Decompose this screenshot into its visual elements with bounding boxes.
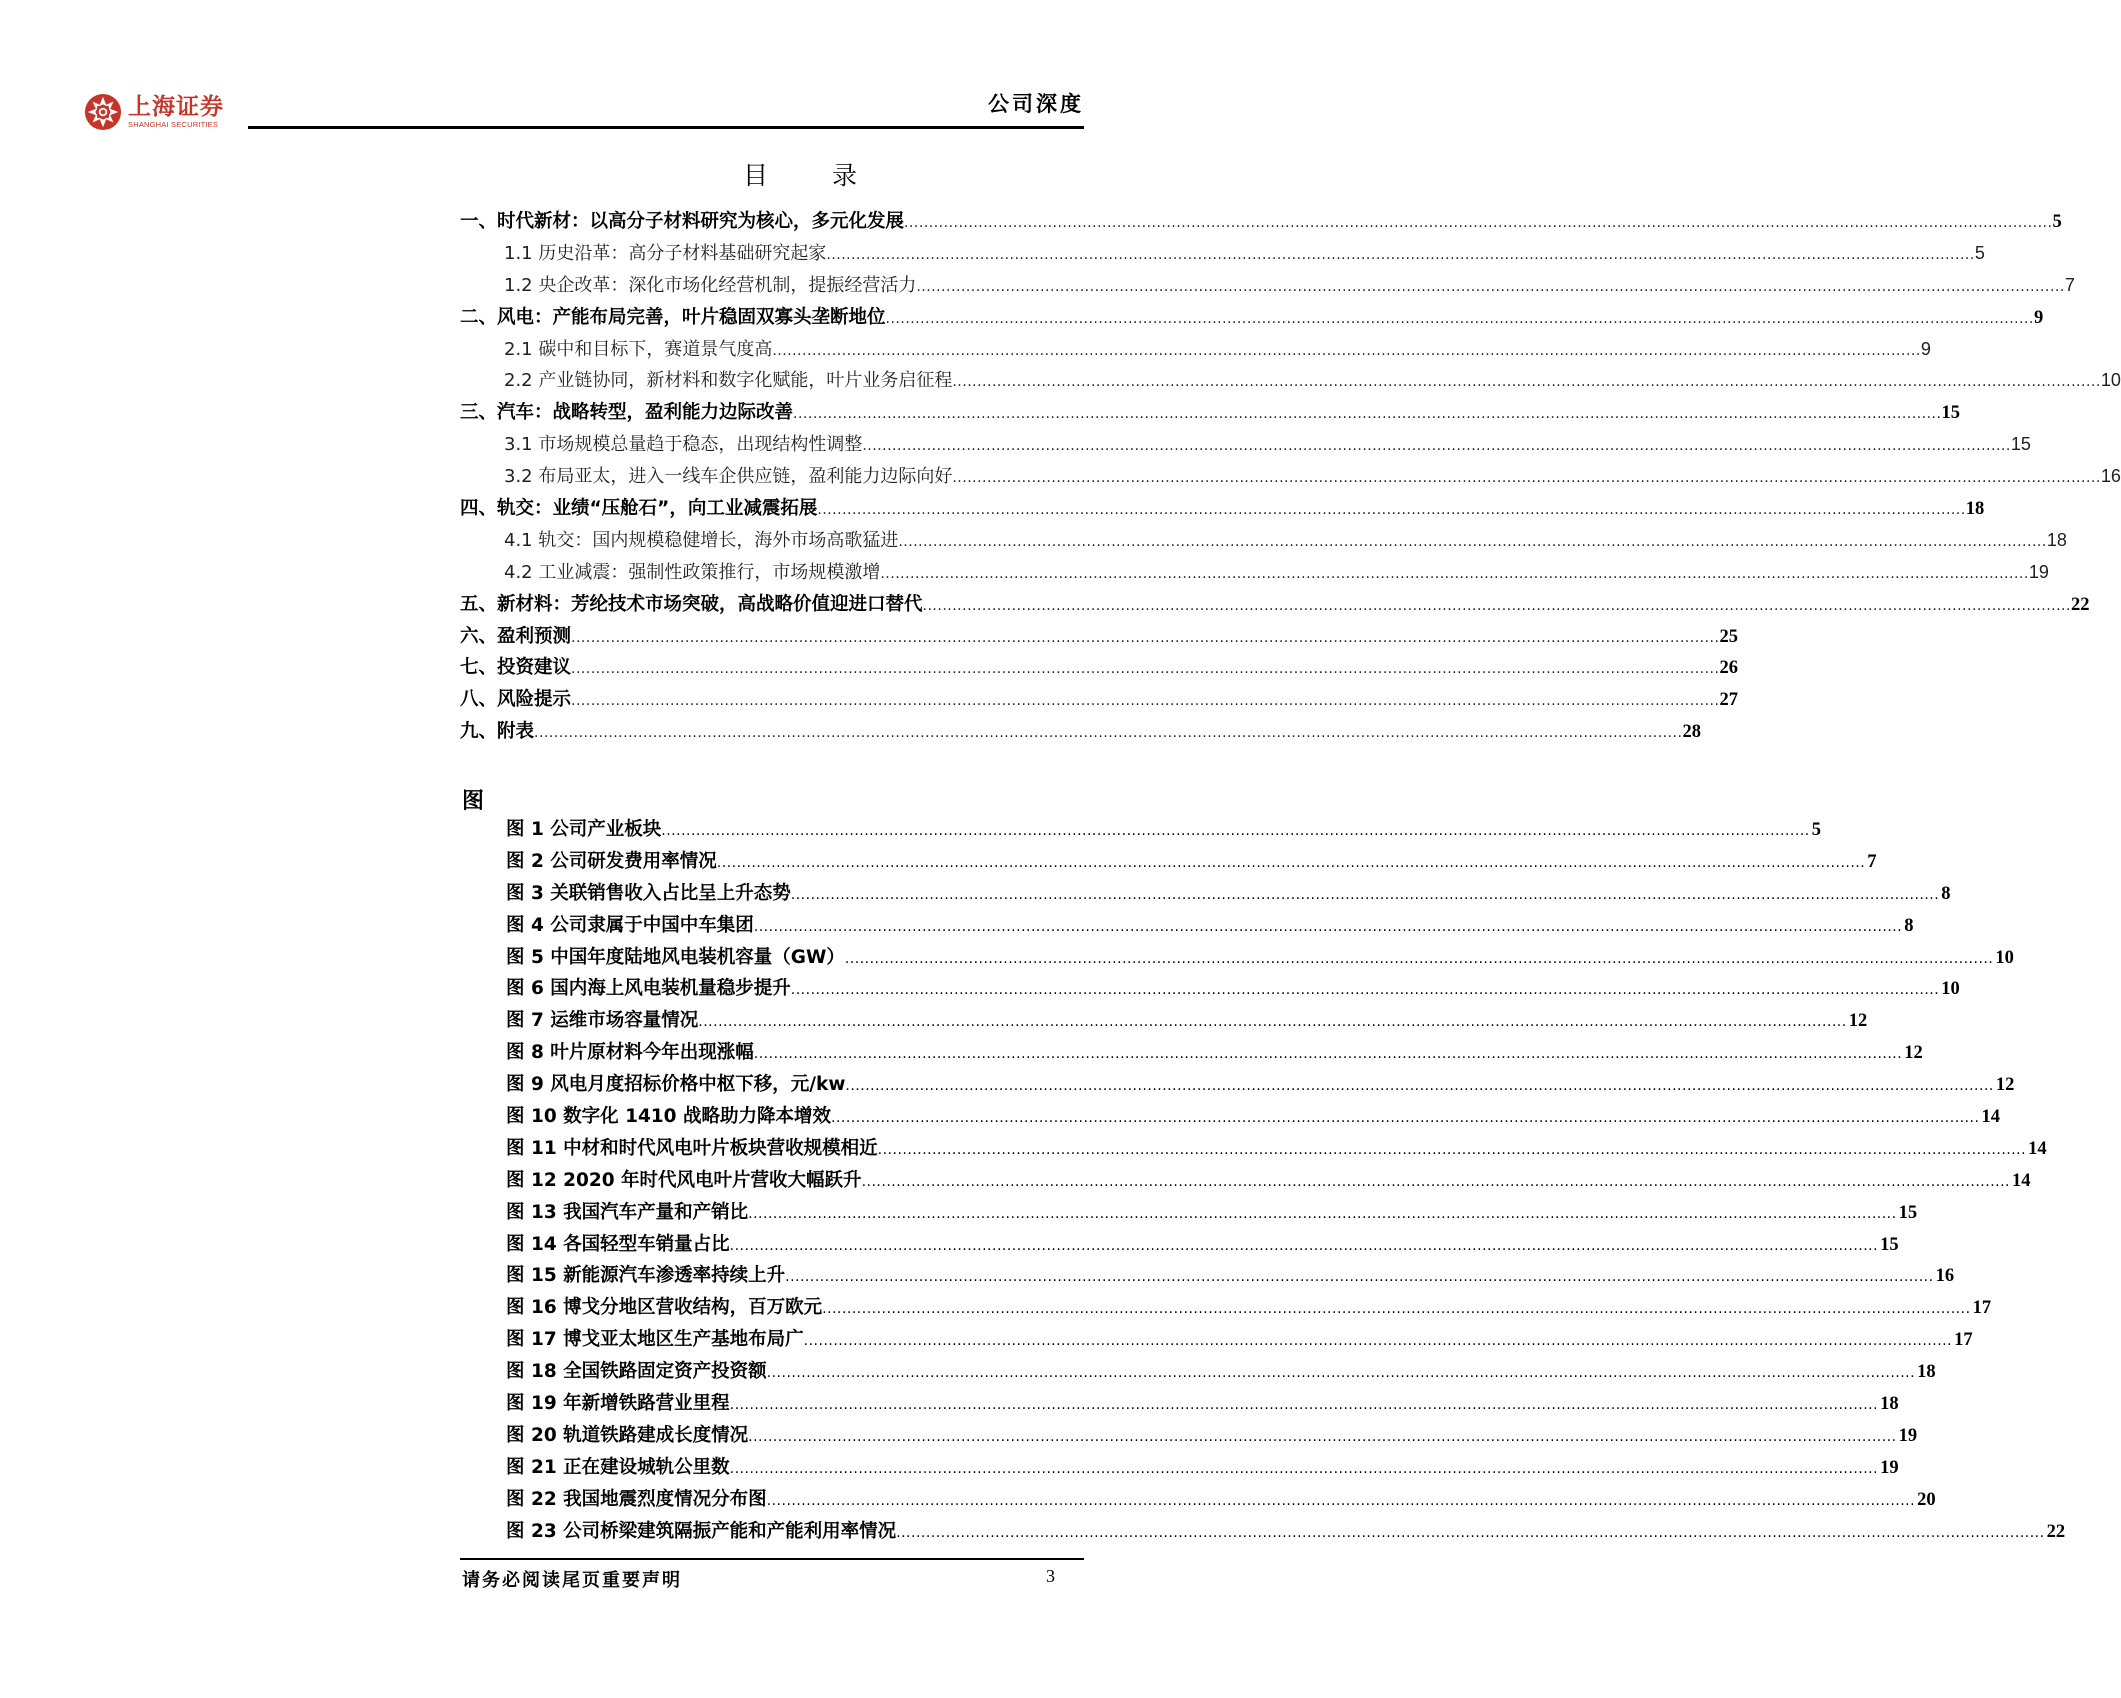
entry-title: 图 10 数字化 1410 战略助力降本增效 [506, 1106, 831, 1128]
figure-entry[interactable] [506, 1230, 1899, 1262]
figure-entry[interactable] [506, 911, 1914, 943]
entry-page-number: 19 [1880, 1457, 1899, 1478]
entry-page-number: 5 [1811, 820, 1821, 840]
entry-title: 图 20 轨道铁路建成长度情况 [506, 1424, 749, 1446]
toc-entry[interactable] [460, 558, 2049, 590]
dot-leader [793, 406, 1941, 422]
figure-entry[interactable] [506, 974, 1960, 1006]
entry-page-number: 28 [1682, 722, 1701, 743]
figure-entry[interactable] [506, 1102, 2000, 1134]
entry-title: 图 16 博戈分地区营收结构，百万欧元 [506, 1297, 823, 1319]
toc-entry[interactable] [460, 717, 1701, 749]
toc-entry[interactable] [460, 398, 1960, 430]
toc-entry[interactable] [460, 685, 1738, 717]
entry-title: 二、风电：产能布局完善，叶片稳固双寡头垄断地位 [460, 306, 886, 328]
dot-leader [831, 1110, 1979, 1126]
figure-entry[interactable] [506, 847, 1877, 879]
figure-entry[interactable] [506, 1421, 1918, 1453]
entry-page-number: 17 [1972, 1298, 1992, 1319]
entry-page-number: 22 [2046, 1521, 2066, 1542]
entry-title: 图 1 公司产业板块 [506, 819, 662, 840]
entry-title: 3.2 布局亚太，进入一线车企供应链，盈利能力边际向好 [504, 466, 953, 488]
figure-entry[interactable] [506, 1198, 1918, 1230]
entry-title: 图 8 叶片原材料今年出现涨幅 [506, 1042, 754, 1064]
entry-title: 图 9 风电月度招标价格中枢下移，元/kw [506, 1074, 846, 1096]
entry-title: 图 3 关联销售收入占比呈上升态势 [506, 882, 791, 904]
dot-leader [952, 470, 2100, 486]
entry-page-number: 25 [1719, 626, 1738, 647]
toc-entry[interactable] [460, 430, 2031, 462]
dot-leader [698, 1014, 1846, 1030]
dot-leader [730, 1461, 1878, 1477]
dot-leader [571, 693, 1719, 709]
entry-title: 图 5 中国年度陆地风电装机容量（GW） [506, 946, 845, 968]
entry-title: 六、盈利预测 [460, 625, 572, 647]
entry-page-number: 9 [2033, 307, 2044, 328]
entry-page-number: 15 [1898, 1202, 1918, 1223]
shanghai-securities-logo-icon [84, 93, 122, 131]
dot-leader [785, 1269, 1933, 1285]
dot-leader [748, 1206, 1896, 1222]
toc-entry[interactable] [460, 303, 2044, 335]
dot-leader [730, 1238, 1878, 1254]
entry-page-number: 8 [1904, 915, 1914, 936]
page-number: 3 [1046, 1566, 1055, 1586]
report-type-label: 公司深度 [988, 91, 1084, 116]
brand-name-cn: 上海证券 [128, 94, 224, 120]
entry-title: 七、投资建议 [460, 657, 572, 679]
figure-entry[interactable] [506, 1166, 2031, 1198]
entry-page-number: 22 [2070, 594, 2090, 615]
entry-title: 图 7 运维市场容量情况 [506, 1010, 699, 1032]
dot-leader [748, 1429, 1896, 1445]
dot-leader [886, 311, 2034, 327]
entry-page-number: 15 [1880, 1234, 1899, 1255]
figure-list-heading: 图 [462, 789, 485, 814]
entry-title: 2.1 碳中和目标下，赛道景气度高 [504, 338, 773, 360]
entry-title: 图 18 全国铁路固定资产投资额 [506, 1361, 767, 1383]
figure-entry[interactable] [506, 815, 1821, 847]
entry-page-number: 18 [2046, 529, 2067, 550]
toc-entry[interactable] [460, 653, 1738, 685]
dot-leader [845, 951, 1993, 967]
entry-page-number: 10 [1941, 979, 1960, 1000]
dot-leader [822, 1301, 1970, 1317]
toc-entry[interactable] [460, 335, 1931, 367]
toc-entry[interactable] [460, 526, 2067, 558]
entry-page-number: 5 [2052, 212, 2062, 232]
entry-page-number: 15 [2010, 434, 2031, 455]
entry-title: 图 11 中材和时代风电叶片板块营收规模相近 [506, 1137, 878, 1159]
company-logo [84, 93, 224, 131]
dot-leader [896, 1525, 2044, 1541]
dot-leader [717, 855, 1865, 871]
entry-title: 图 13 我国汽车产量和产销比 [506, 1201, 749, 1223]
dot-leader [862, 1174, 2010, 1190]
figure-list [506, 815, 2066, 1548]
dot-leader [862, 438, 2010, 454]
entry-page-number: 17 [1954, 1330, 1973, 1351]
dot-leader [754, 1046, 1902, 1062]
figure-entry[interactable] [506, 1293, 1992, 1325]
figure-entry[interactable] [506, 1134, 2047, 1166]
entry-title: 图 4 公司隶属于中国中车集团 [506, 914, 754, 936]
dot-leader [791, 887, 1939, 903]
entry-title: 三、汽车：战略转型，盈利能力边际改善 [460, 402, 794, 424]
entry-title: 1.1 历史沿革：高分子材料基础研究起家 [504, 242, 827, 264]
entry-page-number: 18 [1917, 1362, 1936, 1383]
entry-page-number: 19 [1898, 1425, 1918, 1446]
entry-page-number: 9 [1920, 338, 1931, 359]
entry-title: 1.2 央企改革：深化市场化经营机制，提振经营活力 [504, 274, 917, 296]
entry-title: 五、新材料：芳纶技术市场突破，高战略价值迎进口替代 [460, 593, 923, 615]
toc-entry[interactable] [460, 494, 1985, 526]
entry-title: 图 14 各国轻型车销量占比 [506, 1233, 730, 1255]
dot-leader [826, 247, 1974, 263]
figure-entry[interactable] [506, 1070, 2015, 1102]
entry-page-number: 16 [2100, 466, 2121, 487]
brand-name-en: SHANGHAI SECURITIES [128, 120, 219, 129]
entry-page-number: 7 [1867, 851, 1877, 872]
entry-page-number: 12 [1904, 1043, 1923, 1064]
entry-title: 图 19 年新增铁路营业里程 [506, 1393, 730, 1415]
toc-entry[interactable] [460, 207, 2062, 239]
entry-page-number: 18 [1965, 499, 1985, 520]
figure-entry[interactable] [506, 879, 1951, 911]
entry-title: 一、时代新材：以高分子材料研究为核心，多元化发展 [460, 211, 905, 232]
header-divider [248, 126, 1084, 129]
dot-leader [916, 279, 2064, 295]
entry-title: 图 6 国内海上风电装机量稳步提升 [506, 978, 791, 1000]
entry-page-number: 18 [1880, 1394, 1899, 1415]
dot-leader [754, 919, 1902, 935]
entry-page-number: 12 [1995, 1075, 2015, 1096]
dot-leader [571, 630, 1719, 646]
dot-leader [845, 1078, 1993, 1094]
entry-title: 4.1 轨交：国内规模稳健增长，海外市场高歌猛进 [504, 529, 899, 551]
figure-entry[interactable] [506, 1389, 1899, 1421]
figure-entry[interactable] [506, 1038, 1923, 1070]
dot-leader [817, 502, 1965, 518]
entry-title: 图 22 我国地震烈度情况分布图 [506, 1488, 767, 1510]
toc-entry[interactable] [460, 271, 2075, 303]
entry-page-number: 10 [1995, 947, 2014, 968]
entry-title: 四、轨交：业绩“压舱石”，向工业减震拓展 [460, 498, 818, 520]
entry-page-number: 19 [2028, 561, 2049, 582]
entry-title: 图 2 公司研发费用率情况 [506, 850, 717, 872]
toc-entry[interactable] [460, 462, 2121, 494]
toc-entry[interactable] [460, 366, 2121, 398]
footer-divider [460, 1558, 1084, 1560]
entry-page-number: 20 [1917, 1489, 1936, 1510]
dot-leader [904, 215, 2052, 231]
dot-leader [791, 982, 1939, 998]
figure-entry[interactable] [506, 1357, 1936, 1389]
footer-disclaimer: 请务必阅读尾页重要声明 [462, 1570, 682, 1591]
entry-title: 4.2 工业减震：强制性政策推行，市场规模激增 [504, 561, 881, 583]
entry-page-number: 14 [2012, 1170, 2031, 1191]
figure-entry[interactable] [506, 1325, 1973, 1357]
entry-page-number: 10 [2100, 370, 2121, 391]
figure-entry[interactable] [506, 1006, 1868, 1038]
dot-leader [767, 1493, 1915, 1509]
entry-page-number: 5 [1974, 242, 1985, 263]
dot-leader [661, 823, 1809, 839]
dot-leader [767, 1365, 1915, 1381]
toc-title: 目 录 [743, 161, 885, 190]
toc-entry[interactable] [460, 622, 1738, 654]
dot-leader [730, 1397, 1878, 1413]
entry-title: 图 21 正在建设城轨公里数 [506, 1456, 730, 1478]
table-of-contents [460, 207, 2121, 749]
dot-leader [804, 1333, 1952, 1349]
figure-entry[interactable] [506, 1453, 1899, 1485]
entry-page-number: 8 [1941, 883, 1951, 904]
entry-title: 图 15 新能源汽车渗透率持续上升 [506, 1265, 786, 1287]
dot-leader [898, 534, 2046, 550]
entry-page-number: 14 [2028, 1138, 2047, 1159]
entry-page-number: 7 [2064, 274, 2075, 295]
entry-page-number: 14 [1981, 1107, 2000, 1128]
dot-leader [772, 343, 1920, 359]
entry-page-number: 26 [1719, 658, 1738, 679]
entry-title: 图 12 2020 年时代风电叶片营收大幅跃升 [506, 1169, 862, 1191]
dot-leader [923, 598, 2071, 614]
entry-title: 八、风险提示 [460, 689, 572, 711]
dot-leader [534, 725, 1682, 741]
entry-page-number: 27 [1719, 690, 1738, 711]
entry-title: 2.2 产业链协同，新材料和数字化赋能，叶片业务启征程 [504, 370, 953, 392]
figure-entry[interactable] [506, 1485, 1936, 1517]
dot-leader [880, 566, 2028, 582]
toc-entry[interactable] [460, 590, 2090, 622]
dot-leader [878, 1142, 2026, 1158]
figure-entry[interactable] [506, 1261, 1955, 1293]
entry-page-number: 16 [1935, 1266, 1955, 1287]
entry-title: 九、附表 [460, 721, 535, 743]
dot-leader [571, 661, 1719, 677]
entry-page-number: 12 [1848, 1011, 1868, 1032]
entry-title: 图 23 公司桥梁建筑隔振产能和产能利用率情况 [506, 1520, 897, 1542]
entry-title: 图 17 博戈亚太地区生产基地布局广 [506, 1329, 804, 1351]
dot-leader [952, 374, 2100, 390]
figure-entry[interactable] [506, 1517, 2066, 1549]
entry-page-number: 15 [1941, 403, 1960, 424]
entry-title: 3.1 市场规模总量趋于稳态，出现结构性调整 [504, 434, 863, 456]
figure-entry[interactable] [506, 943, 2014, 975]
toc-entry[interactable] [460, 239, 1985, 271]
